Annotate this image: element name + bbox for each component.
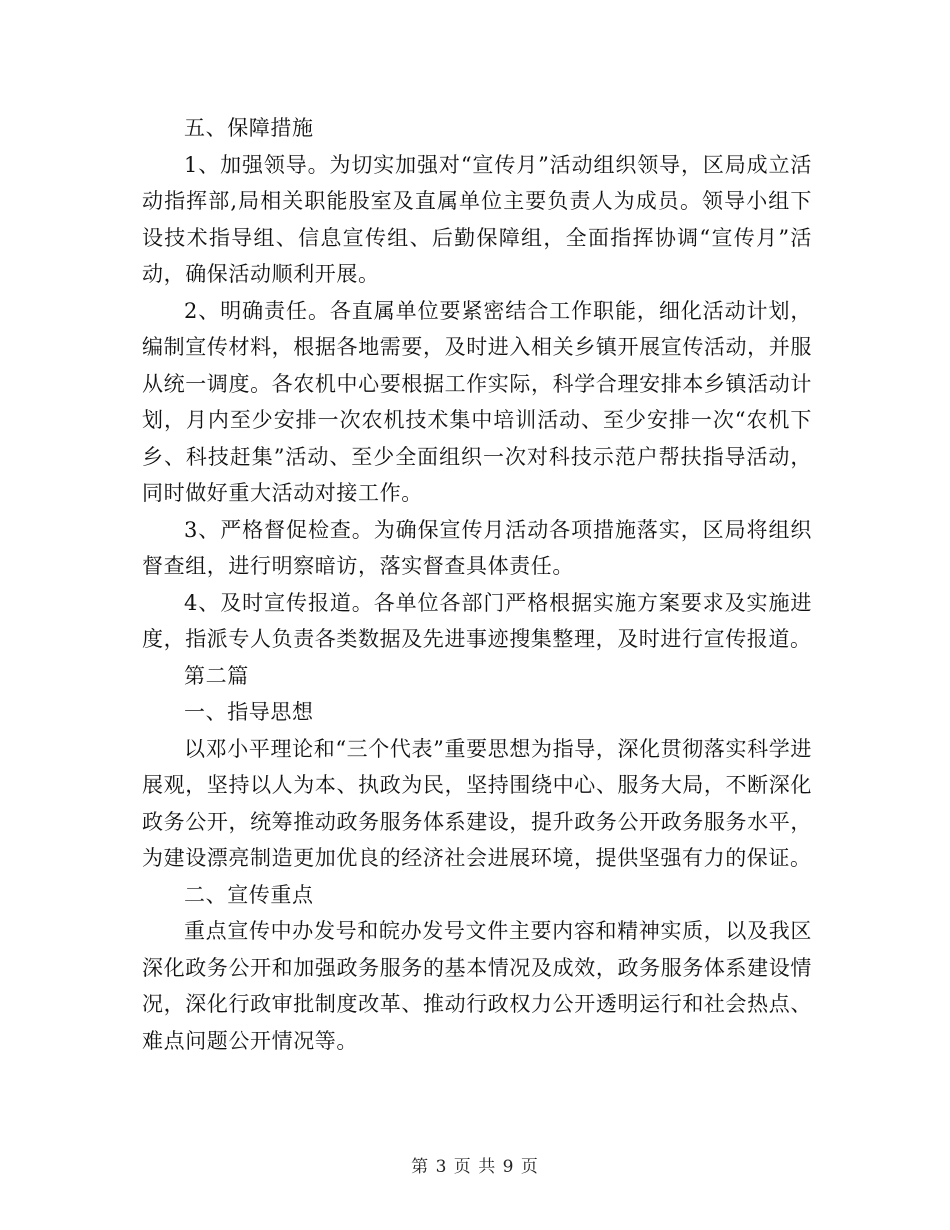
paragraph-publicity-focus: 重点宣传中办发号和皖办发号文件主要内容和精神实质，以及我区深化政务公开和加强政务服务的基本情况及成效，政务服务体系建设情况，深化行政审批制度改革、推动行政权力公开透明运行和社会热点、难点问题公开情况等。 bbox=[142, 919, 812, 1053]
paragraph-responsibility: 2、明确责任。各直属单位要紧密结合工作职能，细化活动计划，编制宣传材料，根据各地需要，及时进入相关乡镇开展宣传活动，并服从统一调度。各农机中心要根据工作实际，科学合理安排本乡镇活动计划，月内至少安排一次农机技术集中培训活动、至少安排一次“农机下乡、科技赶集”活动、至少全面组织一次对科技示范户帮扶指导活动，同时做好重大活动对接工作。 bbox=[142, 298, 812, 505]
paragraph-leadership: 1、加强领导。为切实加强对“宣传月”活动组织领导，区局成立活动指挥部,局相关职能股室及直属单位主要负责人为成员。领导小组下设技术指导组、信息宣传组、后勤保障组，全面指挥协调“宣传月”活动，确保活动顺利开展。 bbox=[142, 152, 812, 286]
document-body bbox=[142, 110, 812, 1059]
page-number-footer: 第 3 页 共 9 页 bbox=[411, 1157, 539, 1177]
section-title-part-two: 第二篇 bbox=[184, 663, 249, 688]
heading-publicity-focus: 二、宣传重点 bbox=[184, 882, 314, 907]
paragraph-reporting: 4、及时宣传报道。各单位各部门严格根据实施方案要求及实施进度，指派专人负责各类数据及先进事迹搜集整理，及时进行宣传报道。 bbox=[142, 590, 812, 651]
heading-guiding-thought: 一、指导思想 bbox=[184, 700, 314, 724]
paragraph-guiding-thought: 以邓小平理论和“三个代表”重要思想为指导，深化贯彻落实科学进展观，坚持以人为本、执政为民，坚持围绕中心、服务大局，不断深化政务公开，统筹推动政务服务体系建设，提升政务公开政务服务水平，为建设漂亮制造更加优良的经济社会进展环境，提供坚强有力的保证。 bbox=[142, 736, 812, 870]
heading-safeguards: 五、保障措施 bbox=[184, 116, 314, 140]
paragraph-supervision: 3、严格督促检查。为确保宣传月活动各项措施落实，区局将组织督查组，进行明察暗访，落实督查具体责任。 bbox=[142, 517, 812, 578]
